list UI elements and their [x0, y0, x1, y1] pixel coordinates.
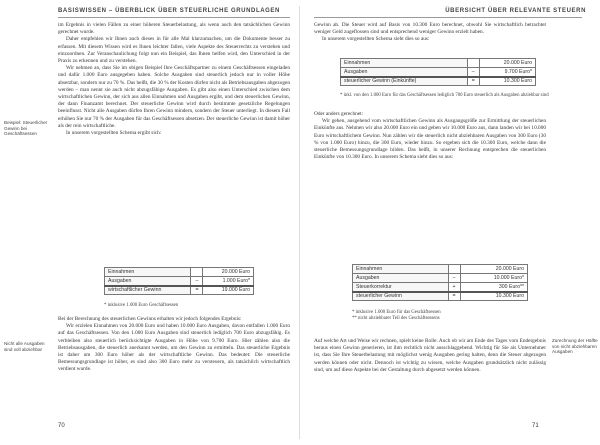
left-para-1: im Ergebnis in vielen Fällen zu einer höheren Steuerbelastung, als wenn auch den tatsächlichen Gewinn gerechnet wurde. — [58, 22, 290, 36]
right-para-2: In unserem vorgestellten Schema sieht dies so aus: — [322, 36, 430, 43]
table-row — [105, 286, 254, 295]
left-para-3: Wir nehmen an, dass Sie im obigen Beispiel Ihre Geschäftspartner zu einem Geschäftsessen eingeladen und dafür 1.000 Euro ausgegeben haben. Solche Ausgaben sind steuerlich jedoch nur in voller Höhe absetzbar, sondern nur zu 70 %. Das heißt, die 30 % der Kosten dürfen nicht als Betriebsausgaben abgezogen werden – man nennt sie auch nicht abzugsfähige Ausgaben. Es gibt also einen Unterschied zwischen dem wirtschaftlichen Gewinn, der sich aus allen Einnahmen und Ausgaben ergibt, und dem steuerlichen Gewinn, der dann Finanzamt berechnet. Der steuerliche Gewinn wird durch bestimmte gesetzliche Regelungen beeinflusst. Nicht alle Ausgaben dürfen Ihren Gewinn mindern, sondern der Steuer unterliegt. In diesem Fall erhöhen Sie nur 70 % der Ausgaben für das Geschäftsessen absetzen. Der steuerliche Gewinn ist damit höher als der rein wirtschaftliche. — [58, 65, 290, 129]
right-page — [300, 0, 600, 445]
left-body-top — [58, 22, 290, 137]
right-table2-footnote-2: ** nicht abziehbarer Teil des Geschäftsessens — [352, 316, 440, 321]
right-para-5: Auf welche Art und Weise wir rechnen, spielt keine Rolle. Auch ob wir am Ende des Tages vom Endergebnis heraus einen Gewinn generieren, ist ihm rechtlich nicht ausschlaggebend. Wichtig für Sie als Unternehmer ist, dass Sie Ihre Steuerbelastung mit möglichst wenig Ausgaben gering halten, denn die Steuer abgezogen werden können oder nicht. Dennoch ist wichtig zu wissen, welche Ausgaben grundsätzlich nicht zulässig sind, um auf diese Aspekte bei der Gestaltung durch abgesetzt werden können. — [314, 338, 546, 373]
table-row — [353, 292, 528, 301]
table-cell-operator: – — [191, 277, 203, 286]
table-cell-label: steuerlicher Gewinn (Einkünfte) — [341, 77, 468, 86]
table-cell-label: Einnahmen — [353, 265, 449, 274]
right-table-footnote: * inkl. von den 1.000 Euro für das Geschäftsessen lediglich 700 Euro steuerlich als Ausgaben abziehbar sind — [340, 93, 549, 98]
right-page-number: 71 — [532, 423, 539, 429]
right-para-4: Wir gehen, ausgehend vom wirtschaftlichen Gewinn als Ausgangsgröße zur Ermittlung der steuerlichen Einkünfte aus. Nehmen wir also 20.000 Euro ein und geben wir 10.000 Euro aus, dann landen wir bei 10.000 Euro wirtschaftlichem Gewinn. Nun zählen wir die steuerlich nicht abziehbaren Ausgaben von 300 Euro (30 % von 1.000 Euro) hinzu, die 300 Euro, wieder hinzu. So ergeben sich die 10.300 Euro, welche dann die steuerliche Bemessungsgrundlage bilden. Das heißt, in unserer Rechnung entsprechen die steuerlichen Einkünfte von 10.300 Euro. In unserem Schema sieht dies so aus: — [314, 118, 546, 161]
table-cell-operator: + — [448, 283, 460, 292]
table-row — [105, 277, 254, 286]
table-cell-operator: = — [448, 292, 460, 301]
table-row — [353, 265, 528, 274]
right-header-rule — [314, 17, 582, 18]
table-cell-value: 10.300 Euro — [479, 77, 535, 86]
right-table-correction — [352, 264, 528, 301]
table-cell-value: 20.000 Euro — [479, 59, 535, 68]
left-header-rule — [58, 17, 290, 18]
table-cell-value: 20.000 Euro — [460, 265, 527, 274]
left-running-header: BASISWISSEN – ÜBERBLICK ÜBER STEUERLICHE GRUNDLAGEN — [58, 8, 280, 14]
left-para-2: Daher empfehlen wir Ihnen auch dieses in für alle Mal klarzumachen, um die Dokumente besser zu erfassen. Mit diesem Wissen wird es Ihnen leichter fallen, viele Aspekte des Steuerrechts zu verstehen und einzuordnen. Zur Veranschaulichung folgt nun ein Beispiel, das Ihnen helfen wird, den Unterschied in der Praxis zu erkennen und zu verstehen. — [58, 36, 290, 65]
table-cell-operator — [448, 265, 460, 274]
table-row — [105, 268, 254, 277]
right-table-tax-profit — [340, 58, 536, 86]
table-cell-value: 300 Euro** — [460, 283, 527, 292]
table-cell-label: steuerlicher Gewinn — [353, 292, 449, 301]
right-body-bottom — [314, 338, 546, 374]
table-cell-value: 19.000 Euro — [203, 286, 254, 295]
right-body-middle — [314, 111, 546, 161]
table-cell-label: Ausgaben — [105, 277, 191, 286]
table-cell-label: Steuerkorrektur — [353, 283, 449, 292]
right-margin-note: Zurechnung der Hälfte von nicht abziehbaren Ausgaben — [552, 338, 598, 355]
left-table-footnote: * inklusive 1.000 Euro Geschäftsessen — [104, 303, 179, 308]
right-running-header: ÜBERSICHT ÜBER RELEVANTE STEUERN — [445, 8, 586, 14]
table-cell-operator — [191, 268, 203, 277]
table-cell-operator: = — [467, 77, 479, 86]
right-para-3: Oder anders gerechnet: — [314, 111, 364, 117]
left-table-economic-profit — [104, 267, 254, 295]
table-cell-label: Ausgaben — [353, 274, 449, 283]
table-row — [341, 77, 536, 86]
table-cell-value: 10.300 Euro — [460, 292, 527, 301]
left-page-number: 70 — [58, 423, 65, 429]
table-cell-operator: – — [448, 274, 460, 283]
table-cell-value: 9.700 Euro* — [479, 68, 535, 77]
left-para-5: Bei der Berechnung des steuerlichen Gewinns erhalten wir jedoch folgendes Ergebnis: — [58, 316, 242, 322]
left-para-6: Wir erzielen Einnahmen von 20.000 Euro und haben 10.000 Euro Ausgaben, davon entfallen 1.000 Euro auf das Geschäftsessen. Von den 1.000 Euro Ausgaben sind steuerlich lediglich 700 Euro abzugsfähig. Es verbleiben also steuerlich berücksichtigte Ausgaben in Höhe von 9.700 Euro. Hier zählen also die Betriebsausgaben, die steuerlich anerkannt werden, um den Gewinn zu ermitteln. Das steuerliche Ergebnis ist daher um 300 Euro höher als der wirtschaftliche Gewinn. Das bedeutet: Die steuerliche Bemessungsgrundlage ist höher, es sind also 300 Euro mehr zu versteuern, als tatsächlich wirtschaftlich verdient wurde. — [58, 323, 290, 373]
left-margin-note-1: Beispiel: Steuerlicher Gewinn bei Geschäftsessen — [4, 120, 48, 137]
table-cell-operator: = — [191, 286, 203, 295]
table-cell-label: wirtschaftlicher Gewinn — [105, 286, 191, 295]
table-row — [353, 283, 528, 292]
table-row — [341, 68, 536, 77]
right-para-1: Gewinn ab. Die Steuer wird auf Basis von 10.300 Euro berechnet, obwohl Sie wirtschaftlich betrachtet weniger Geld zugeflossen sind und entsprechend weniger Gewinn erzielt haben. — [314, 22, 546, 36]
table-cell-label: Ausgaben — [341, 68, 468, 77]
table-row — [353, 274, 528, 283]
right-body-top — [314, 22, 546, 44]
table-cell-value: 10.000 Euro* — [460, 274, 527, 283]
table-cell-label: Einnahmen — [105, 268, 191, 277]
right-table2-footnote-1: * inklusive 1.000 Euro für das Geschäftsessen — [352, 310, 441, 315]
left-body-bottom — [58, 316, 290, 374]
table-cell-label: Einnahmen — [341, 59, 468, 68]
table-cell-value: 20.000 Euro — [203, 268, 254, 277]
table-cell-operator: – — [467, 68, 479, 77]
left-margin-note-2: Nicht alle Ausgaben sind voll abziehbar — [4, 341, 45, 352]
table-cell-value: 1.000 Euro* — [203, 277, 254, 286]
table-cell-operator — [467, 59, 479, 68]
table-row — [341, 59, 536, 68]
left-para-4: In unserem vorgestellten Schema ergibt sich: — [66, 130, 162, 137]
